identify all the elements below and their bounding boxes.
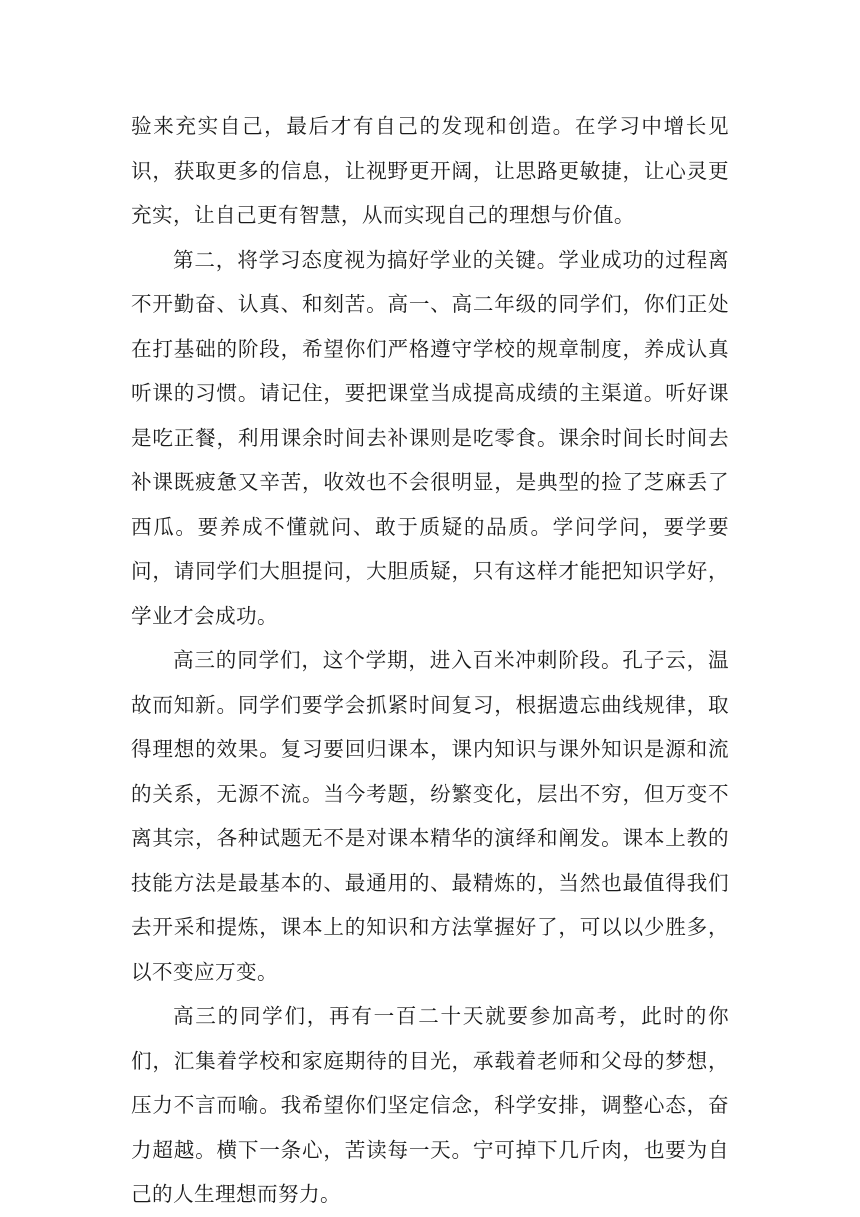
document-body bbox=[131, 104, 729, 1217]
paragraph-1: 验来充实自己，最后才有自己的发现和创造。在学习中增长见识，获取更多的信息，让视野更开阔，让思路更敏捷，让心灵更充实，让自己更有智慧，从而实现自己的理想与价值。 bbox=[131, 114, 729, 227]
paragraph-3: 高三的同学们，这个学期，进入百米冲刺阶段。孔子云，温故而知新。同学们要学会抓紧时间复习，根据遗忘曲线规律，取得理想的效果。复习要回归课本，课内知识与课外知识是源和流的关系，无源不流。当今考题，纷繁变化，层出不穷，但万变不离其宗，各种试题无不是对课本精华的演绎和阐发。课本上教的技能方法是最基本的、最通用的、最精炼的，当然也最值得我们去开采和提炼，课本上的知识和方法掌握好了，可以以少胜多，以不变应万变。 bbox=[131, 648, 729, 984]
paragraph-4: 高三的同学们，再有一百二十天就要参加高考，此时的你们，汇集着学校和家庭期待的目光，承载着老师和父母的梦想，压力不言而喻。我希望你们坚定信念，科学安排，调整心态，奋力超越。横下一条心，苦读每一天。宁可掉下几斤肉，也要为自己的人生理想而努力。 bbox=[131, 1004, 729, 1206]
paragraph-2: 第二，将学习态度视为搞好学业的关键。学业成功的过程离不开勤奋、认真、和刻苦。高一、高二年级的同学们，你们正处在打基础的阶段，希望你们严格遵守学校的规章制度，养成认真听课的习惯。请记住，要把课堂当成提高成绩的主渠道。听好课是吃正餐，利用课余时间去补课则是吃零食。课余时间长时间去补课既疲惫又辛苦，收效也不会很明显，是典型的捡了芝麻丢了西瓜。要养成不懂就问、敢于质疑的品质。学问学问，要学要问，请同学们大胆提问，大胆质疑，只有这样才能把知识学好，学业才会成功。 bbox=[131, 247, 729, 628]
